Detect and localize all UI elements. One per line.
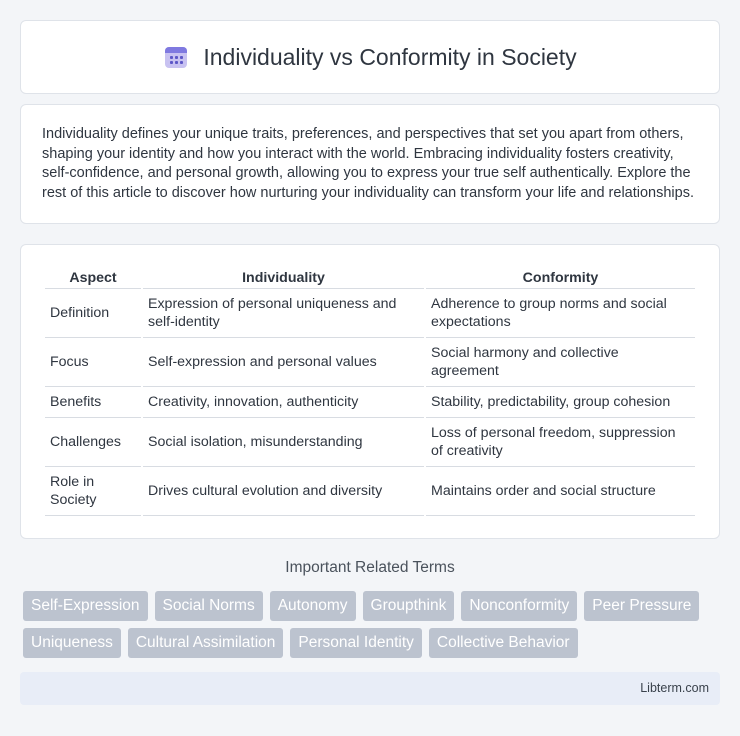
table-row	[45, 338, 695, 387]
footer-site-link[interactable]: Libterm.com	[640, 681, 709, 695]
cell-aspect: Role in Society	[45, 467, 141, 516]
cell-conformity: Loss of personal freedom, suppression of creativity	[426, 418, 695, 467]
tag-personal-identity[interactable]: Personal Identity	[290, 628, 421, 658]
cell-aspect: Challenges	[45, 418, 141, 467]
cell-aspect: Focus	[45, 338, 141, 387]
cell-conformity: Adherence to group norms and social expectations	[426, 289, 695, 338]
tag-autonomy[interactable]: Autonomy	[270, 591, 356, 621]
cell-individuality: Social isolation, misunderstanding	[143, 418, 424, 467]
tag-social-norms[interactable]: Social Norms	[155, 591, 263, 621]
header-conformity: Conformity	[426, 265, 695, 289]
cell-individuality: Expression of personal uniqueness and self-identity	[143, 289, 424, 338]
title-card	[20, 20, 720, 94]
related-terms-title: Important Related Terms	[285, 559, 455, 576]
tag-uniqueness[interactable]: Uniqueness	[23, 628, 121, 658]
intro-text: Individuality defines your unique traits, preferences, and perspectives that set you apart from others, shaping your identity and how you interact with the world. Embracing individuality fosters creativity, self-confidence, and personal growth, allowing you to express your true self authentically. Explore the rest of this article to discover how nurturing your individuality can transform your life and relationships.	[42, 126, 694, 201]
footer	[20, 672, 720, 705]
table-row	[45, 387, 695, 418]
cell-conformity: Social harmony and collective agreement	[426, 338, 695, 387]
table-row	[45, 289, 695, 338]
tag-nonconformity[interactable]: Nonconformity	[461, 591, 577, 621]
header-individuality: Individuality	[143, 265, 424, 289]
table-row	[45, 418, 695, 467]
table-row	[45, 467, 695, 516]
comparison-table	[43, 265, 697, 516]
cell-individuality: Creativity, innovation, authenticity	[143, 387, 424, 418]
related-terms-list	[23, 591, 723, 665]
cell-aspect: Definition	[45, 289, 141, 338]
tag-groupthink[interactable]: Groupthink	[363, 591, 455, 621]
tag-peer-pressure[interactable]: Peer Pressure	[584, 591, 699, 621]
tag-self-expression[interactable]: Self-Expression	[23, 591, 148, 621]
comparison-table-card	[20, 244, 720, 539]
intro-card	[20, 104, 720, 224]
tag-collective-behavior[interactable]: Collective Behavior	[429, 628, 578, 658]
tag-cultural-assimilation[interactable]: Cultural Assimilation	[128, 628, 284, 658]
cell-aspect: Benefits	[45, 387, 141, 418]
page-title: Individuality vs Conformity in Society	[203, 43, 577, 70]
cell-conformity: Maintains order and social structure	[426, 467, 695, 516]
cell-individuality: Drives cultural evolution and diversity	[143, 467, 424, 516]
cell-conformity: Stability, predictability, group cohesion	[426, 387, 695, 418]
table-header-row	[45, 265, 695, 289]
cell-individuality: Self-expression and personal values	[143, 338, 424, 387]
header-aspect: Aspect	[45, 265, 141, 289]
calendar-icon	[163, 44, 189, 70]
